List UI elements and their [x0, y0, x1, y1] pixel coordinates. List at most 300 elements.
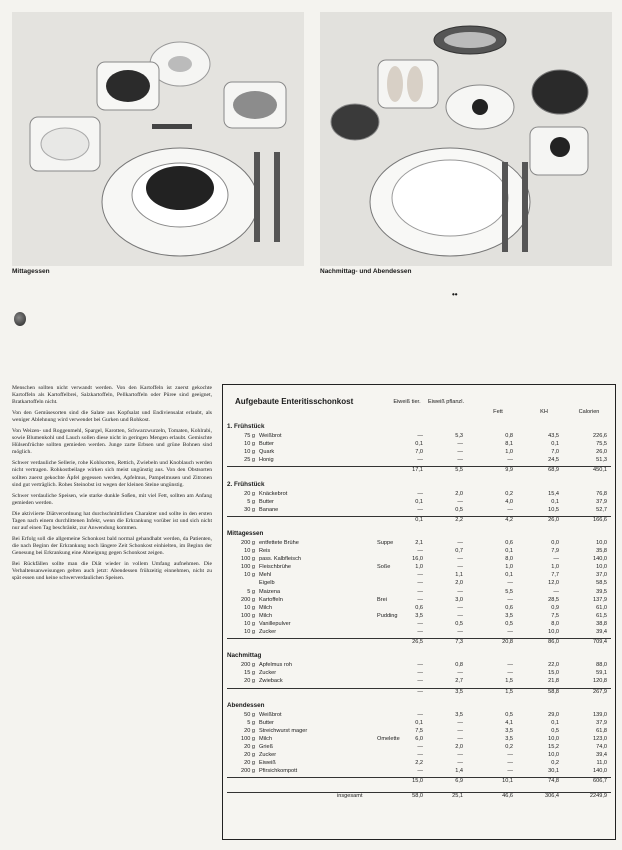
- row-value: 0,6: [505, 604, 513, 611]
- row-value: —: [457, 556, 463, 563]
- row-food: Eiweiß: [259, 760, 276, 767]
- sum-value: 58,8: [548, 688, 559, 695]
- row-value: —: [457, 719, 463, 726]
- row-value: 39,5: [596, 588, 607, 595]
- row-value: 38,8: [596, 620, 607, 627]
- row-value: 1,0: [551, 564, 559, 571]
- row-value: 0,1: [415, 441, 423, 448]
- row-food: Milch: [259, 735, 273, 742]
- row-value: —: [417, 588, 423, 595]
- row-value: 0,0: [551, 539, 559, 546]
- sum-value: 1,5: [505, 688, 513, 695]
- table-row: [227, 457, 611, 465]
- caption-left: Mittagessen: [12, 268, 50, 275]
- row-amount: 200 g: [241, 662, 255, 669]
- row-value: 1,0: [415, 564, 423, 571]
- row-value: 0,1: [415, 719, 423, 726]
- sum-value: 166,6: [593, 516, 607, 523]
- sum-value: 7,3: [455, 639, 463, 646]
- section-heading: 1. Frühstück: [227, 423, 265, 430]
- row-value: 8,0: [551, 620, 559, 627]
- row-value: 10,0: [548, 735, 559, 742]
- row-value: 3,5: [505, 727, 513, 734]
- row-value: 15,2: [548, 744, 559, 750]
- row-value: 7,5: [415, 727, 423, 734]
- row-value: 59,1: [596, 670, 607, 677]
- row-value: —: [417, 744, 423, 750]
- table-row: [227, 760, 611, 768]
- row-amount: 20 g: [244, 490, 255, 497]
- photo-lunch: [12, 12, 304, 266]
- row-value: 37,9: [596, 498, 607, 505]
- column-header: Fett: [493, 409, 503, 415]
- paragraph: Menschen sollten nicht verwandt werden. Von den Kartoffeln ist zuerst gekochte Kartoffeln als Kartoffelbrei, Salzkartoffeln, Pellkartoffeln oder Püree sind geeignet, Bratkartoffeln nicht.: [12, 385, 212, 406]
- row-value: 7,9: [551, 548, 559, 554]
- table-row: [227, 712, 611, 720]
- row-value: 0,1: [551, 441, 559, 448]
- row-amount: 10 g: [244, 620, 255, 627]
- paragraph: Bei Rückfällen sollte man die Diät wieder in vollem Umfang aufnehmen. Die Verhaltensanweisungen gelten auch jetzt: Abendessen frühzeitig einnehmen, nicht zu spät essen und keine schwerverdaulichen Speisen.: [12, 560, 212, 582]
- table-row: [227, 556, 611, 564]
- row-value: 12,0: [548, 580, 559, 587]
- row-value: —: [417, 580, 423, 587]
- section-heading: Abendessen: [227, 701, 265, 709]
- row-value: 120,8: [593, 678, 607, 685]
- row-amount: 10 g: [244, 441, 255, 448]
- row-food: Zwieback: [259, 678, 283, 685]
- row-value: —: [457, 498, 463, 505]
- row-value: 39,4: [596, 752, 607, 759]
- punch-hole: [14, 312, 26, 326]
- row-food: Streichwurst mager: [259, 727, 308, 734]
- row-food: Reis: [259, 548, 271, 554]
- row-value: 0,5: [505, 711, 513, 718]
- sum-value: 4,2: [505, 516, 513, 523]
- row-food: Vanillepulver: [259, 620, 291, 627]
- row-value: 0,5: [455, 506, 463, 513]
- row-group: Omelette: [377, 735, 400, 742]
- row-food: Butter: [259, 441, 274, 448]
- row-value: —: [417, 596, 423, 603]
- row-value: —: [507, 629, 513, 635]
- row-value: —: [507, 768, 513, 775]
- row-value: —: [507, 506, 513, 513]
- row-value: 24,5: [548, 457, 559, 464]
- table-row: [227, 752, 611, 760]
- row-value: 1,0: [505, 449, 513, 456]
- row-value: —: [457, 604, 463, 611]
- row-value: 226,6: [593, 433, 607, 439]
- row-amount: 100 g: [241, 556, 255, 563]
- row-value: 5,3: [455, 433, 463, 439]
- row-value: 7,7: [551, 572, 559, 579]
- row-amount: 200 g: [241, 596, 255, 603]
- table-row: [227, 736, 611, 744]
- section-sum-row: [227, 516, 611, 525]
- row-value: 8,1: [505, 441, 513, 448]
- table-row: [227, 728, 611, 736]
- row-value: 10,0: [548, 629, 559, 635]
- afternoon-evening-table-setting-image: [320, 12, 612, 266]
- row-group: Soße: [377, 564, 391, 571]
- row-value: —: [417, 711, 423, 718]
- row-amount: 100 g: [241, 564, 255, 571]
- row-value: 10,0: [596, 564, 607, 571]
- column-header: Calorien: [578, 409, 600, 415]
- row-value: 39,4: [596, 629, 607, 635]
- row-value: 10,0: [596, 539, 607, 546]
- table-row: [227, 613, 611, 621]
- table-row: [227, 621, 611, 629]
- row-value: 3,0: [455, 596, 463, 603]
- row-value: —: [417, 457, 423, 464]
- row-value: 0,5: [505, 620, 513, 627]
- row-value: —: [417, 548, 423, 554]
- row-amount: 200 g: [241, 768, 255, 775]
- row-value: —: [507, 457, 513, 464]
- sum-value: 450,1: [593, 467, 607, 474]
- table-row: [227, 507, 611, 515]
- row-value: 51,3: [596, 457, 607, 464]
- row-value: 4,1: [505, 719, 513, 726]
- table-row: [227, 720, 611, 728]
- table-row: [227, 605, 611, 613]
- row-value: —: [457, 449, 463, 456]
- row-food: Banane: [259, 506, 279, 513]
- row-value: 0,1: [415, 498, 423, 505]
- row-amount: 15 g: [244, 670, 255, 677]
- paragraph: Die aktiviierte Diätverordnung hat durchschnittlichen Charakter und sollte in den ersten Tagen nach einem durchlittenen Infekt, wenn die Erkrankung vorüber ist und sich nicht nur auf einen Tag beschränkt, zur Anwendung kommen.: [12, 510, 212, 531]
- row-value: 140,0: [593, 556, 607, 563]
- row-value: 61,5: [596, 612, 607, 619]
- row-value: 30,1: [548, 768, 559, 775]
- row-amount: 200 g: [241, 539, 255, 546]
- row-value: 37,0: [596, 572, 607, 579]
- row-value: 74,0: [596, 744, 607, 750]
- row-value: 0,8: [455, 662, 463, 669]
- row-value: —: [417, 490, 423, 497]
- row-value: —: [457, 612, 463, 619]
- row-value: —: [457, 441, 463, 448]
- row-value: 0,1: [551, 719, 559, 726]
- row-food: Butter: [259, 498, 274, 505]
- row-amount: 10 g: [244, 449, 255, 456]
- table-row: [227, 670, 611, 678]
- table-row: [227, 449, 611, 457]
- row-food: Grieß: [259, 744, 273, 750]
- row-value: 5,5: [505, 588, 513, 595]
- row-value: 10,0: [548, 752, 559, 759]
- sum-value: 68,9: [548, 467, 559, 474]
- row-value: —: [417, 752, 423, 759]
- row-value: —: [457, 588, 463, 595]
- row-food: pass. Kalbfleisch: [259, 556, 301, 563]
- sum-value: 26,0: [548, 516, 559, 523]
- sum-value: 5,5: [455, 467, 463, 474]
- row-value: 0,9: [551, 604, 559, 611]
- sum-value: 10,1: [502, 778, 513, 785]
- row-amount: 20 g: [244, 678, 255, 685]
- row-value: 0,5: [455, 620, 463, 627]
- table-row: [227, 662, 611, 670]
- row-value: 10,5: [548, 506, 559, 513]
- section-sum-row: [227, 466, 611, 475]
- row-food: Weißbrot: [259, 711, 282, 718]
- row-food: Zucker: [259, 752, 277, 759]
- table-row: [227, 597, 611, 605]
- row-value: 22,0: [548, 662, 559, 669]
- row-value: 88,0: [596, 662, 607, 669]
- row-value: —: [417, 629, 423, 635]
- row-food: Fleischbrühe: [259, 564, 292, 571]
- total-value: 25,1: [452, 792, 463, 799]
- row-value: —: [457, 752, 463, 759]
- page-mark: ••: [452, 290, 458, 299]
- sum-value: 20,8: [502, 639, 513, 646]
- row-value: 75,5: [596, 441, 607, 448]
- row-value: 0,2: [505, 744, 513, 750]
- sum-value: 267,9: [593, 688, 607, 695]
- row-value: 15,4: [548, 490, 559, 497]
- row-value: —: [507, 752, 513, 759]
- paragraph: Bei Erfolg soll die allgemeine Schonkost bald normal gehandhabt werden, da Patienten, die nach Beginn der Erkrankung noch längere Zeit Schonkost einhielten, im Beginn der Genesung bei Erkrankung eine Abneigung gegen Schonkost zeigen.: [12, 535, 212, 556]
- row-food: Honig: [259, 457, 274, 464]
- row-value: 2,0: [455, 744, 463, 750]
- sum-value: 15,0: [412, 778, 423, 785]
- sum-value: 3,5: [455, 688, 463, 695]
- row-value: 35,8: [596, 548, 607, 554]
- row-value: 2,7: [455, 678, 463, 685]
- column-header: Eiweiß pflanzl.: [427, 399, 465, 405]
- table-title: Aufgebaute Enteritisschonkost: [235, 397, 354, 406]
- total-value: 58,0: [412, 792, 423, 799]
- row-group: Suppe: [377, 539, 394, 546]
- row-value: 8,0: [505, 556, 513, 563]
- sum-value: —: [417, 688, 423, 695]
- column-header: KH: [540, 409, 548, 415]
- paragraph: Schwer verdauliche Speisen, wie starke dunkle Soßen, mit viel Fett, sollten am Anfang gemieden werden.: [12, 492, 212, 506]
- row-value: 0,7: [455, 548, 463, 554]
- row-amount: 10 g: [244, 548, 255, 554]
- row-value: —: [553, 588, 559, 595]
- row-amount: 20 g: [244, 752, 255, 759]
- sum-value: 0,1: [415, 516, 423, 523]
- row-amount: 30 g: [244, 506, 255, 513]
- row-value: 4,0: [505, 498, 513, 505]
- sum-value: 606,7: [593, 778, 607, 785]
- row-value: —: [457, 457, 463, 464]
- section-heading: Nachmittag: [227, 652, 262, 660]
- paragraph: Von den Gemüsesorten sind die Salate aus Kopfsalat und Endiviensalat erlaubt, als weniger Ablehnung wird verwendet bei Gurken und Rohkost.: [12, 410, 212, 424]
- table-row: [227, 768, 611, 776]
- row-value: 21,8: [548, 678, 559, 685]
- sum-value: 86,0: [548, 639, 559, 646]
- sum-value: 26,5: [412, 639, 423, 646]
- row-value: 3,5: [505, 735, 513, 742]
- row-value: —: [417, 620, 423, 627]
- row-value: 123,0: [593, 735, 607, 742]
- section-sum-row: [227, 688, 611, 697]
- row-value: —: [457, 629, 463, 635]
- row-value: 43,5: [548, 433, 559, 439]
- table-row: [227, 678, 611, 686]
- row-value: —: [507, 670, 513, 677]
- row-value: 15,0: [548, 670, 559, 677]
- row-value: 6,0: [415, 735, 423, 742]
- section-heading: Mittagessen: [227, 529, 264, 537]
- section-heading: 2. Frühstück: [227, 480, 265, 488]
- row-value: —: [457, 735, 463, 742]
- row-amount: 20 g: [244, 744, 255, 750]
- row-value: —: [417, 662, 423, 669]
- row-amount: 100 g: [241, 735, 255, 742]
- row-value: —: [417, 506, 423, 513]
- row-amount: 25 g: [244, 457, 255, 464]
- paragraph: Schwer verdauliche Sellerie, rohe Kohlsorten, Rettich, Zwiebeln und Knoblauch werden nicht vertragen. Rohkostbeilage wirken sich meist ungünstig aus. Von den Obstsorten sollten zuerst gekochte Äpfel gegessen werden, Apfelmus, Pampelmusen und Zitronen sind gut verträglich. Rohes Steinobst ist wegen der kleinen Steine ungünstig.: [12, 460, 212, 488]
- row-group: Pudding: [377, 612, 398, 619]
- row-value: —: [457, 670, 463, 677]
- row-food: Knäckebrot: [259, 490, 288, 497]
- row-value: 76,8: [596, 490, 607, 497]
- row-value: 2,1: [415, 539, 423, 546]
- table-row: [227, 629, 611, 637]
- row-food: Apfelmus roh: [259, 662, 292, 669]
- total-value: 46,6: [502, 792, 513, 799]
- table-row: [227, 499, 611, 507]
- table-row: [227, 744, 611, 752]
- row-food: Zucker: [259, 629, 277, 635]
- row-value: —: [417, 670, 423, 677]
- row-value: 2,0: [455, 490, 463, 497]
- row-amount: 10 g: [244, 604, 255, 611]
- row-value: 0,8: [505, 433, 513, 439]
- row-value: 7,0: [551, 449, 559, 456]
- sum-value: 6,9: [455, 778, 463, 785]
- section-sum-row: [227, 638, 611, 647]
- total-value: 306,4: [545, 792, 559, 799]
- row-value: —: [417, 572, 423, 579]
- row-value: —: [457, 727, 463, 734]
- row-value: 137,9: [593, 596, 607, 603]
- row-food: Weißbrot: [259, 433, 282, 439]
- row-value: —: [417, 678, 423, 685]
- row-value: 2,0: [455, 580, 463, 587]
- row-value: 3,5: [415, 612, 423, 619]
- nutrition-table: [222, 384, 616, 840]
- row-value: —: [507, 580, 513, 587]
- row-value: 2,2: [415, 760, 423, 767]
- table-row: [227, 433, 611, 441]
- row-amount: 100 g: [241, 612, 255, 619]
- lunch-table-setting-image: [12, 12, 304, 266]
- paragraph: Von Weizen- und Roggenmehl, Spargel, Karotten, Schwarzwurzeln, Tomaten, Kohlrabi, sowie Blumenkohl und Lauch sollen diese nicht in geringen Mengen erlaubt. Gemischte Hülsenfrüchte sollten gemieden werden. Junge zarte Erbsen und grüne Bohnen sind möglich.: [12, 428, 212, 456]
- row-value: —: [417, 433, 423, 439]
- total-label: insgesamt: [337, 792, 363, 799]
- row-amount: 5 g: [247, 588, 255, 595]
- row-amount: 50 g: [244, 711, 255, 718]
- total-row: [227, 792, 611, 801]
- row-value: 0,1: [505, 548, 513, 554]
- row-amount: 10 g: [244, 572, 255, 579]
- row-food: Milch: [259, 604, 273, 611]
- row-value: 3,5: [505, 612, 513, 619]
- row-food: Milch: [259, 612, 273, 619]
- row-food: entfettete Brühe: [259, 539, 299, 546]
- table-row: [227, 548, 611, 556]
- row-value: 139,0: [593, 711, 607, 718]
- row-food: Pfirsichkompott: [259, 768, 298, 775]
- row-food: Eigelb: [259, 580, 275, 587]
- row-amount: 5 g: [247, 498, 255, 505]
- row-value: 0,2: [505, 490, 513, 497]
- row-value: 0,5: [551, 727, 559, 734]
- row-food: Zucker: [259, 670, 277, 677]
- row-value: 28,5: [548, 596, 559, 603]
- row-value: 61,8: [596, 727, 607, 734]
- row-value: 1,4: [455, 768, 463, 775]
- sum-value: 9,9: [505, 467, 513, 474]
- row-value: 0,6: [415, 604, 423, 611]
- row-value: 0,2: [551, 760, 559, 767]
- row-amount: 20 g: [244, 727, 255, 734]
- row-value: 1,0: [505, 564, 513, 571]
- row-value: 7,0: [415, 449, 423, 456]
- row-value: 16,0: [412, 556, 423, 563]
- section-sum-row: [227, 777, 611, 786]
- row-food: Mehl: [259, 572, 272, 579]
- row-value: 52,7: [596, 506, 607, 513]
- table-row: [227, 589, 611, 597]
- row-value: 29,0: [548, 711, 559, 718]
- table-row: [227, 580, 611, 588]
- row-value: 0,6: [505, 539, 513, 546]
- sum-value: 709,4: [593, 639, 607, 646]
- table-row: [227, 564, 611, 572]
- row-value: —: [507, 596, 513, 603]
- row-value: —: [553, 556, 559, 563]
- row-value: 3,5: [455, 711, 463, 718]
- row-value: 0,1: [505, 572, 513, 579]
- table-row: [227, 441, 611, 449]
- table-row: [227, 491, 611, 499]
- row-value: —: [507, 662, 513, 669]
- row-value: 1,5: [505, 678, 513, 685]
- row-amount: 20 g: [244, 760, 255, 767]
- row-value: 140,0: [593, 768, 607, 775]
- sum-value: 2,2: [455, 516, 463, 523]
- row-value: —: [417, 768, 423, 775]
- photo-afternoon-evening: [320, 12, 612, 266]
- row-amount: 75 g: [244, 433, 255, 439]
- row-value: 61,0: [596, 604, 607, 611]
- sum-value: 74,8: [548, 778, 559, 785]
- row-value: 26,0: [596, 449, 607, 456]
- row-food: Kartoffeln: [259, 596, 283, 603]
- table-row: [227, 540, 611, 548]
- row-value: 37,9: [596, 719, 607, 726]
- column-header: Eiweiß tier.: [393, 399, 421, 405]
- body-text-column: [12, 385, 212, 586]
- row-value: 0,1: [551, 498, 559, 505]
- row-value: —: [457, 760, 463, 767]
- row-value: —: [507, 760, 513, 767]
- sum-value: 17,1: [412, 467, 423, 474]
- row-food: Butter: [259, 719, 274, 726]
- total-value: 2249,9: [589, 792, 607, 799]
- caption-right: Nachmittag- und Abendessen: [320, 268, 412, 275]
- row-value: 11,0: [596, 760, 607, 767]
- row-amount: 10 g: [244, 629, 255, 635]
